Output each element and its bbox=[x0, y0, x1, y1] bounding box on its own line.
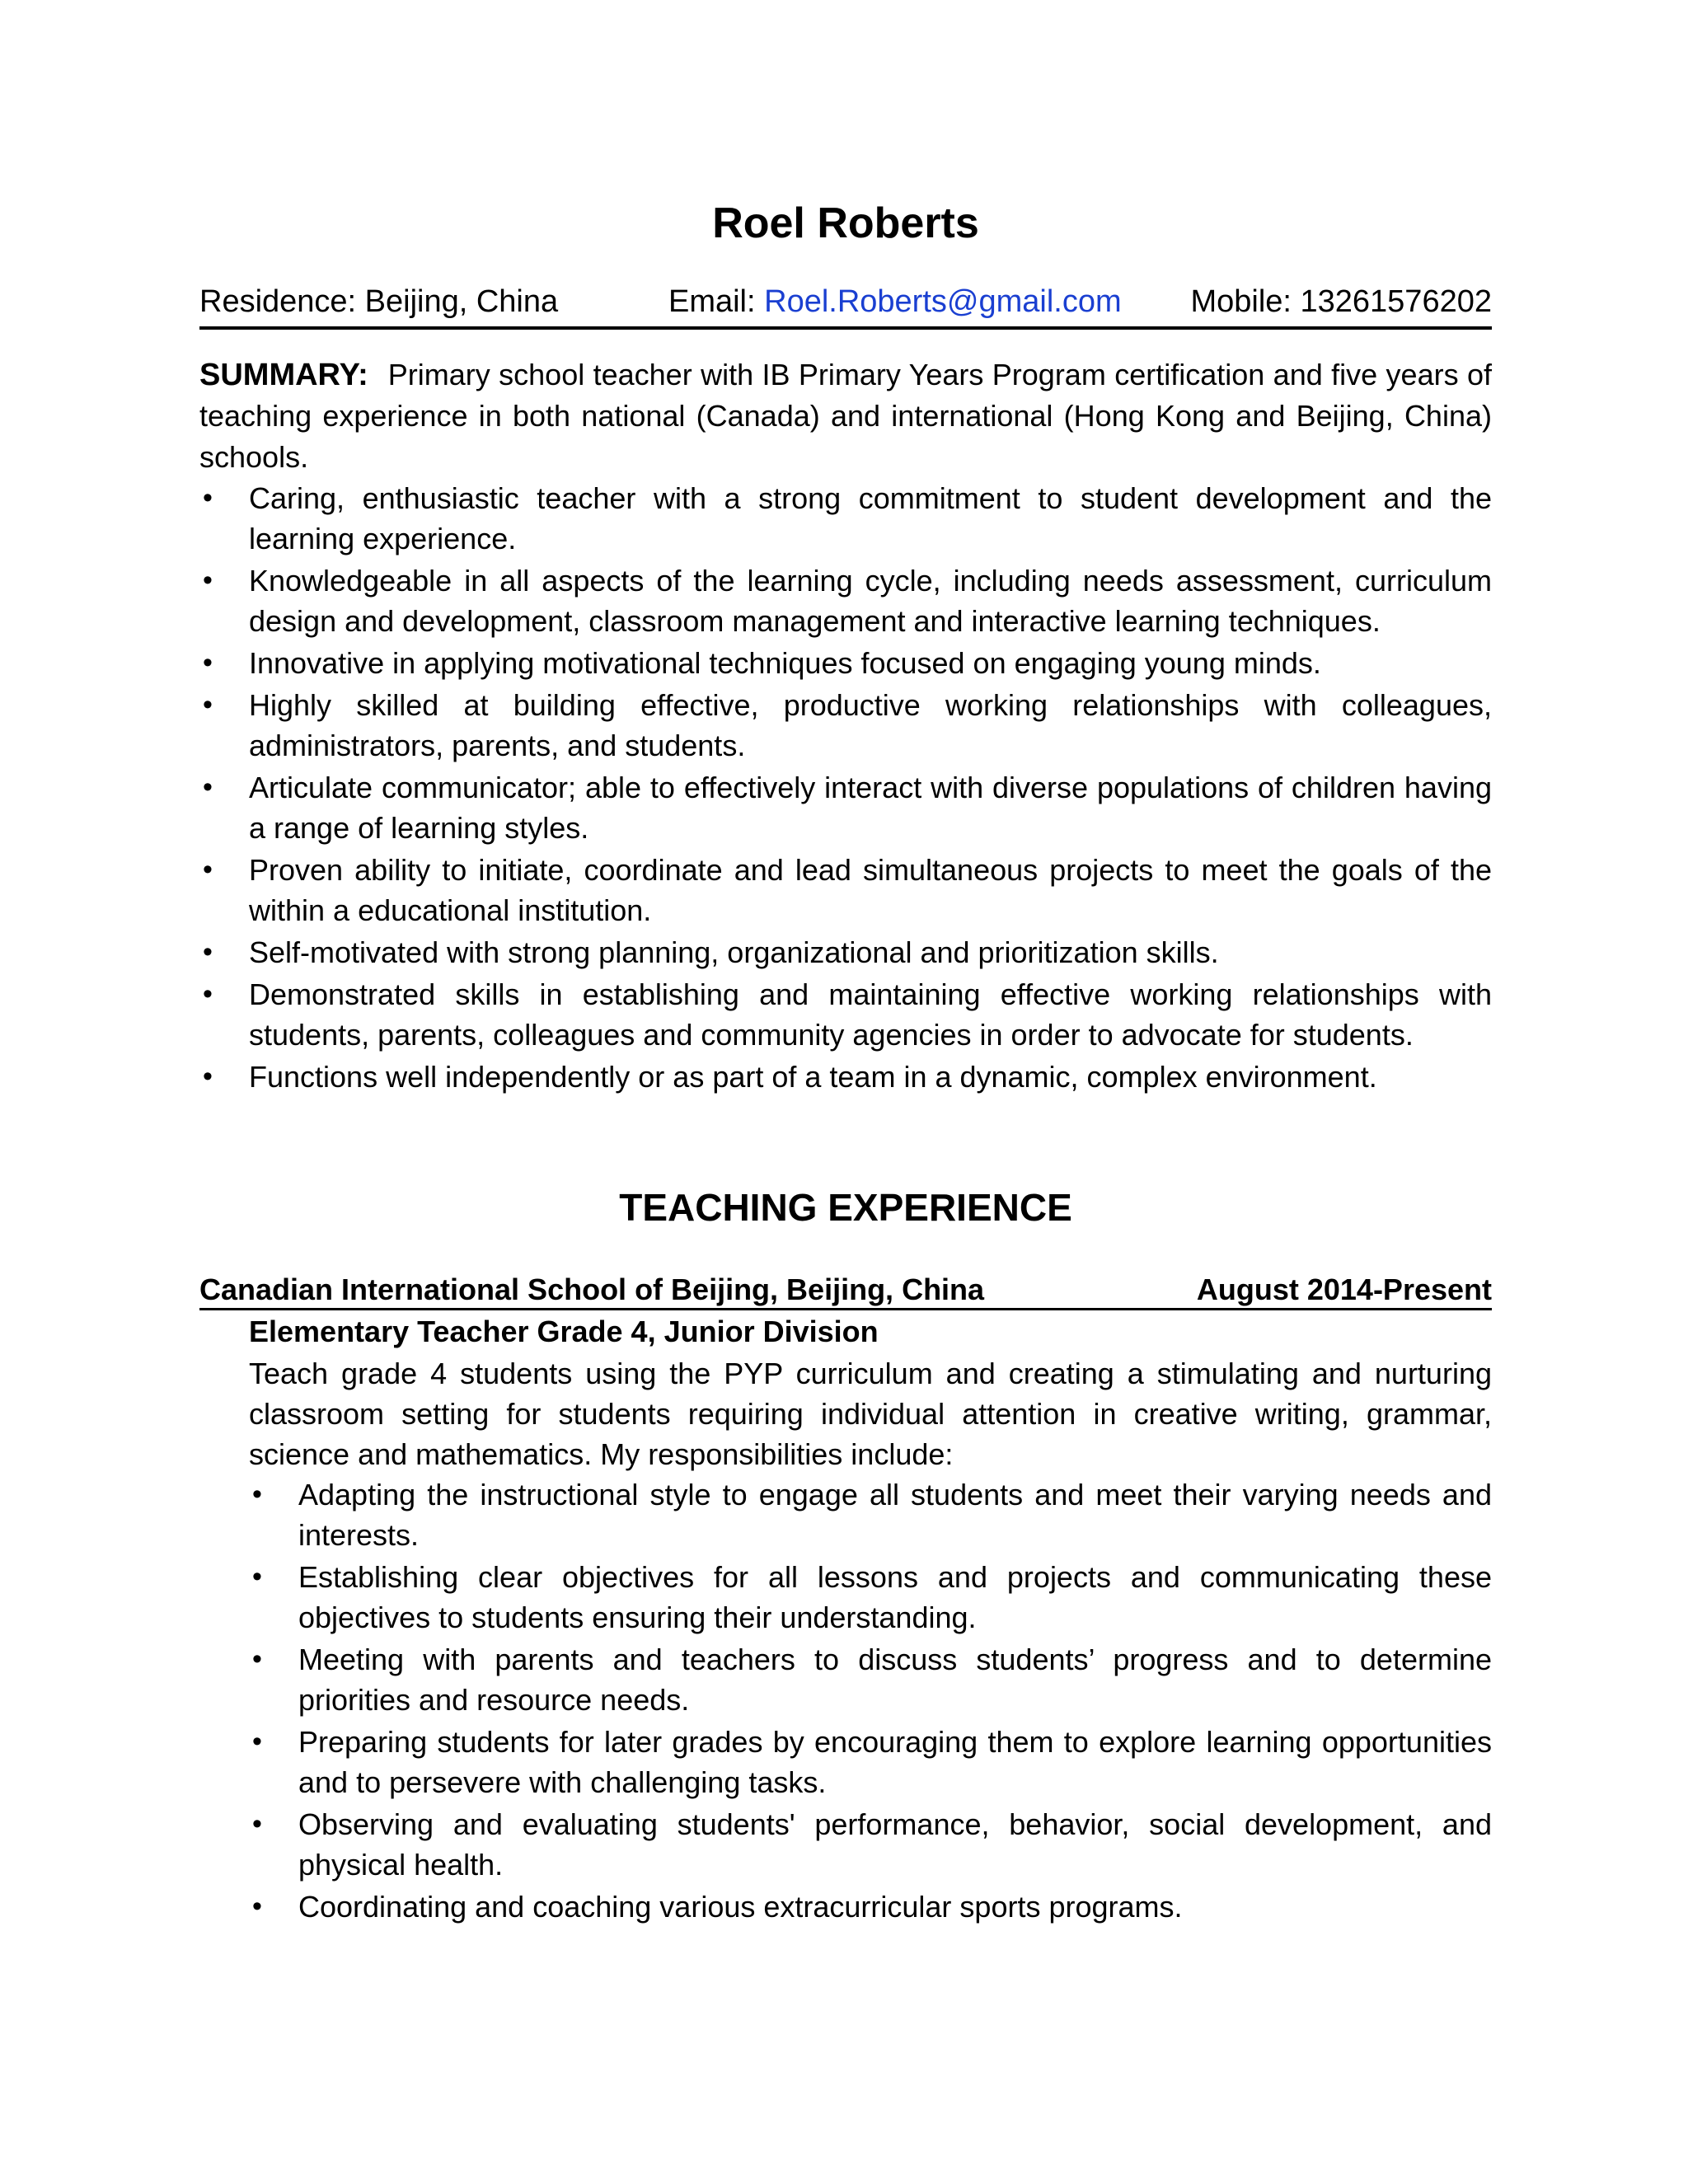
bullet-icon: • bbox=[252, 1643, 262, 1675]
summary-paragraph bbox=[199, 354, 1492, 478]
summary-bullet: • Self-motivated with strong planning, organizational and prioritization skills. bbox=[199, 932, 1492, 972]
job-bullet: • Adapting the instructional style to engage all students and meet their varying needs and interests. bbox=[249, 1474, 1492, 1555]
summary-bullet: • Proven ability to initiate, coordinate and lead simultaneous projects to meet the goals of the within a educational institution. bbox=[199, 850, 1492, 930]
job-body bbox=[249, 1310, 1492, 1927]
summary-bullet-list bbox=[199, 478, 1492, 1097]
job-bullet: • Meeting with parents and teachers to discuss students’ progress and to determine priorities and resource needs. bbox=[249, 1639, 1492, 1720]
job-description: Teach grade 4 students using the PYP curriculum and creating a stimulating and nurturing classroom setting for students requiring individual attention in creative writing, grammar, science and mathematics. My responsibilities include: bbox=[249, 1357, 1492, 1471]
job-header bbox=[199, 1272, 1492, 1310]
candidate-name: Roel Roberts bbox=[712, 199, 979, 247]
job-bullet: • Preparing students for later grades by encouraging them to explore learning opportunities and to persevere with challenging tasks. bbox=[249, 1722, 1492, 1802]
job-bullet: • Observing and evaluating students' performance, behavior, social development, and physical health. bbox=[249, 1804, 1492, 1885]
job-dates: August 2014-Present bbox=[1196, 1272, 1492, 1306]
contact-row bbox=[199, 282, 1492, 330]
summary-bullet: • Functions well independently or as part of a team in a dynamic, complex environment. bbox=[199, 1057, 1492, 1097]
mobile: Mobile: 13261576202 bbox=[1190, 284, 1492, 319]
section-title-teaching-experience: TEACHING EXPERIENCE bbox=[619, 1186, 1072, 1229]
bullet-icon: • bbox=[252, 1891, 262, 1922]
bullet-icon: • bbox=[252, 1479, 262, 1510]
residence: Residence: Beijing, China bbox=[199, 284, 559, 319]
email-label: Email: bbox=[668, 284, 765, 319]
bullet-icon: • bbox=[252, 1726, 262, 1757]
job-bullet: • Establishing clear objectives for all lessons and projects and communicating these objectives to students ensuring their understanding. bbox=[249, 1557, 1492, 1638]
summary-label: SUMMARY: bbox=[199, 358, 368, 392]
bullet-icon: • bbox=[203, 854, 213, 885]
bullet-icon: • bbox=[203, 647, 213, 678]
bullet-icon: • bbox=[203, 565, 213, 596]
bullet-icon: • bbox=[252, 1561, 262, 1592]
bullet-icon: • bbox=[203, 936, 213, 968]
summary-bullet: • Innovative in applying motivational techniques focused on engaging young minds. bbox=[199, 643, 1492, 683]
bullet-icon: • bbox=[203, 689, 213, 720]
summary-bullet: • Articulate communicator; able to effectively interact with diverse populations of children having a range of learning styles. bbox=[199, 767, 1492, 848]
summary-text: Primary school teacher with IB Primary Years Program certification and five years of teaching experience in both national (Canada) and international (Hong Kong and Beijing, China) schools. bbox=[199, 358, 1492, 474]
bullet-icon: • bbox=[252, 1808, 262, 1840]
summary-bullet: • Knowledgeable in all aspects of the learning cycle, including needs assessment, curriculum design and development, classroom management and interactive learning techniques. bbox=[199, 560, 1492, 641]
bullet-icon: • bbox=[203, 1061, 213, 1092]
summary-bullet: • Highly skilled at building effective, productive working relationships with colleagues, administrators, parents, and students. bbox=[199, 685, 1492, 766]
bullet-icon: • bbox=[203, 771, 213, 803]
summary-bullet: • Caring, enthusiastic teacher with a strong commitment to student development and the learning experience. bbox=[199, 478, 1492, 559]
bullet-icon: • bbox=[203, 482, 213, 513]
resume-content bbox=[199, 194, 1492, 1929]
job-employer: Canadian International School of Beijing, Beijing, China bbox=[199, 1272, 985, 1306]
job-bullet-list bbox=[249, 1474, 1492, 1927]
summary-bullet: • Demonstrated skills in establishing and maintaining effective working relationships with students, parents, colleagues and community agencies in order to advocate for students. bbox=[199, 974, 1492, 1055]
bullet-icon: • bbox=[203, 978, 213, 1010]
email bbox=[668, 282, 1122, 321]
job-bullet: • Coordinating and coaching various extracurricular sports programs. bbox=[249, 1886, 1492, 1927]
email-link[interactable]: Roel.Roberts@gmail.com bbox=[764, 284, 1122, 319]
job-role: Elementary Teacher Grade 4, Junior Division bbox=[249, 1315, 879, 1348]
